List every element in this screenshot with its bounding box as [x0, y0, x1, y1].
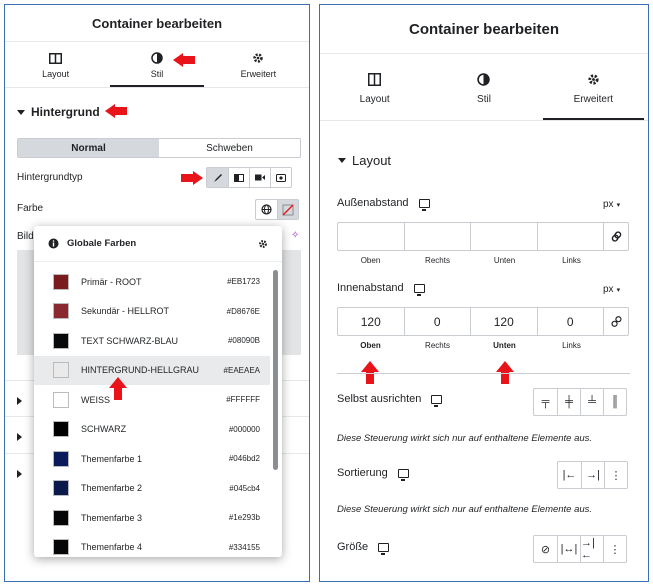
tab-label: Erweitert — [573, 94, 614, 105]
order-last-icon[interactable]: →| — [581, 462, 604, 488]
no-size-icon[interactable]: ⊘ — [540, 543, 551, 556]
bg-type-buttons — [206, 167, 292, 188]
color-hex: #EB1723 — [227, 277, 260, 287]
unit-label: px — [603, 284, 614, 295]
color-swatch — [53, 539, 69, 555]
color-hex: #D8676E — [226, 306, 260, 316]
side-label: Rechts — [425, 256, 450, 265]
tab-label: Erweitert — [240, 69, 277, 79]
color-hex: #334155 — [228, 542, 260, 552]
color-swatch — [53, 421, 69, 437]
section-label: Layout — [352, 153, 392, 168]
bg-type-label: Hintergrundtyp — [17, 172, 83, 183]
align-self-hint: Diese Steuerung wirkt sich nur auf enthaltene Elemente aus. — [337, 433, 593, 444]
padding-left-input[interactable]: 0 — [538, 308, 605, 335]
color-option[interactable] — [34, 444, 270, 474]
tab-layout[interactable] — [5, 43, 106, 87]
margin-side-labels — [337, 256, 605, 265]
popup-header — [34, 226, 282, 262]
popup-title: Globale Farben — [67, 238, 137, 249]
globe-icon[interactable] — [256, 200, 277, 219]
unlink-icon[interactable] — [604, 308, 628, 335]
toggle-hover[interactable]: Schweben — [206, 142, 253, 154]
info-icon — [48, 238, 59, 249]
style-icon — [477, 72, 491, 86]
color-swatch — [53, 392, 69, 408]
color-name: Themenfarbe 1 — [81, 453, 143, 464]
tab-advanced[interactable] — [208, 43, 309, 87]
color-hex: #046bd2 — [228, 454, 260, 464]
size-row-label — [337, 541, 389, 553]
panel-title: Container bearbeiten — [320, 5, 648, 54]
panel-title: Container bearbeiten — [5, 5, 309, 42]
align-stretch-icon[interactable]: ║ — [603, 389, 626, 415]
monitor-icon[interactable] — [419, 199, 430, 208]
order-row-label — [337, 467, 409, 479]
tab-bar — [320, 57, 648, 121]
side-label: Links — [562, 256, 581, 265]
video-icon[interactable] — [249, 168, 270, 187]
annotation-arrow — [193, 171, 203, 185]
monitor-icon[interactable] — [398, 469, 409, 478]
color-name: Sekundär - HELLROT — [81, 306, 170, 317]
ai-sparkle-icon[interactable]: ✧ — [291, 230, 300, 241]
layout-icon — [49, 51, 63, 65]
side-label: Oben — [360, 256, 381, 265]
right-editor-panel — [319, 4, 649, 582]
order-first-icon[interactable]: |← — [562, 469, 577, 481]
padding-inputs — [337, 307, 629, 336]
padding-label: Innenabstand — [337, 282, 404, 294]
padding-top-input[interactable]: 120 — [338, 308, 405, 335]
margin-row-label — [337, 197, 430, 209]
color-name: Themenfarbe 2 — [81, 483, 143, 494]
color-hex: #000000 — [228, 424, 260, 434]
tab-layout[interactable] — [320, 57, 429, 120]
unit-label: px — [603, 199, 614, 210]
scrollbar[interactable] — [273, 270, 278, 470]
gradient-icon[interactable] — [228, 168, 249, 187]
divider — [337, 373, 630, 374]
color-option[interactable] — [34, 297, 270, 327]
padding-bottom-input[interactable]: 120 — [471, 308, 538, 335]
chevron-down-icon: ▾ — [616, 201, 621, 209]
slideshow-icon[interactable] — [270, 168, 291, 187]
gear-icon — [251, 51, 265, 65]
monitor-icon[interactable] — [378, 543, 389, 552]
monitor-icon[interactable] — [414, 284, 425, 293]
margin-inputs — [337, 222, 629, 251]
color-swatch — [53, 362, 69, 378]
annotation-arrow — [361, 361, 379, 372]
image-label: Bild — [17, 231, 34, 242]
color-swatch — [53, 274, 69, 290]
style-icon — [150, 51, 164, 65]
color-hex: #045cb4 — [229, 483, 260, 493]
order-hint: Diese Steuerung wirkt sich nur auf enthaltene Elemente aus. — [337, 504, 593, 515]
more-options-icon[interactable]: ⋮ — [603, 536, 626, 562]
color-name: Primär - ROOT — [81, 276, 142, 287]
link-icon[interactable] — [604, 223, 628, 250]
side-label: Links — [562, 341, 581, 350]
color-name: SCHWARZ — [81, 424, 127, 435]
color-option[interactable] — [34, 356, 270, 386]
annotation-arrow — [109, 377, 127, 388]
order-buttons — [557, 461, 628, 489]
caret-right-icon — [17, 470, 22, 478]
align-start-icon[interactable]: ╤ — [541, 396, 550, 408]
color-swatch — [53, 303, 69, 319]
color-option[interactable] — [34, 533, 270, 563]
grow-icon[interactable]: |↔| — [557, 536, 580, 562]
collapsed-section-caret — [17, 470, 22, 478]
annotation-arrow — [173, 53, 183, 67]
align-self-label: Selbst ausrichten — [337, 393, 422, 405]
shrink-icon[interactable]: →|← — [580, 536, 603, 562]
color-name: TEXT SCHWARZ-BLAU — [81, 335, 179, 346]
gear-icon — [586, 72, 600, 86]
align-center-icon[interactable]: ╪ — [557, 389, 580, 415]
layout-icon — [368, 72, 382, 86]
size-label: Größe — [337, 541, 369, 553]
align-self-row-label — [337, 393, 442, 405]
tab-style[interactable] — [106, 43, 207, 87]
color-option[interactable] — [34, 474, 270, 504]
caret-right-icon — [17, 397, 22, 405]
side-label: Rechts — [425, 341, 450, 350]
collapsed-section-caret — [17, 433, 22, 441]
tab-label: Layout — [42, 69, 70, 79]
side-label: Oben — [360, 341, 381, 350]
padding-unit-select[interactable] — [603, 284, 620, 295]
color-swatch — [53, 451, 69, 467]
padding-row-label — [337, 282, 425, 294]
no-color-icon[interactable] — [277, 200, 298, 219]
margin-left-input[interactable] — [538, 223, 605, 250]
color-option[interactable] — [34, 415, 270, 445]
caret-down-icon — [17, 110, 25, 115]
color-hex: #EAEAEA — [223, 365, 260, 375]
margin-bottom-input[interactable] — [471, 223, 538, 250]
section-layout[interactable] — [338, 153, 391, 168]
tab-label: Stil — [477, 94, 491, 105]
brush-icon[interactable] — [207, 168, 228, 187]
align-end-icon[interactable]: ╧ — [580, 389, 603, 415]
margin-top-input[interactable] — [338, 223, 405, 250]
tab-style[interactable] — [429, 57, 538, 120]
color-name: WEISS — [81, 394, 111, 405]
margin-label: Außenabstand — [337, 197, 409, 209]
section-background[interactable] — [17, 105, 100, 119]
padding-right-input[interactable]: 0 — [405, 308, 472, 335]
annotation-arrow — [105, 104, 115, 118]
caret-right-icon — [17, 433, 22, 441]
section-label: Hintergrund — [31, 105, 100, 119]
color-option[interactable] — [34, 385, 270, 415]
more-options-icon[interactable]: ⋮ — [604, 462, 627, 488]
align-self-buttons — [533, 388, 627, 416]
monitor-icon[interactable] — [431, 395, 442, 404]
color-controls — [255, 199, 299, 220]
color-swatch — [53, 480, 69, 496]
gear-icon[interactable] — [258, 239, 268, 249]
caret-down-icon — [338, 158, 346, 163]
color-hex: #FFFFFF — [226, 395, 260, 405]
color-hex: #1e293b — [228, 513, 260, 523]
chevron-down-icon: ▾ — [616, 286, 621, 294]
side-label: Unten — [493, 341, 516, 350]
left-editor-panel — [4, 4, 310, 582]
color-name: Themenfarbe 4 — [81, 542, 143, 553]
padding-side-labels — [337, 341, 605, 350]
color-option[interactable] — [34, 503, 270, 533]
color-swatch — [53, 510, 69, 526]
color-name: HINTERGRUND-HELLGRAU — [81, 365, 200, 376]
color-option[interactable] — [34, 326, 270, 356]
tab-bar — [5, 43, 309, 88]
side-label: Unten — [493, 256, 516, 265]
state-toggle — [17, 138, 301, 158]
margin-unit-select[interactable] — [603, 199, 620, 210]
annotation-arrow — [496, 361, 514, 372]
toggle-normal[interactable]: Normal — [18, 139, 159, 157]
tab-label: Layout — [359, 94, 390, 105]
color-option[interactable] — [34, 267, 270, 297]
tab-advanced[interactable] — [539, 57, 648, 120]
order-label: Sortierung — [337, 467, 388, 479]
margin-right-input[interactable] — [405, 223, 472, 250]
global-colors-popup — [34, 226, 282, 557]
collapsed-section-caret — [17, 397, 22, 405]
color-hex: #08090B — [227, 336, 260, 346]
color-swatch — [53, 333, 69, 349]
size-buttons — [533, 535, 627, 563]
color-label: Farbe — [17, 203, 44, 214]
tab-label: Stil — [150, 69, 164, 79]
color-name: Themenfarbe 3 — [81, 512, 143, 523]
